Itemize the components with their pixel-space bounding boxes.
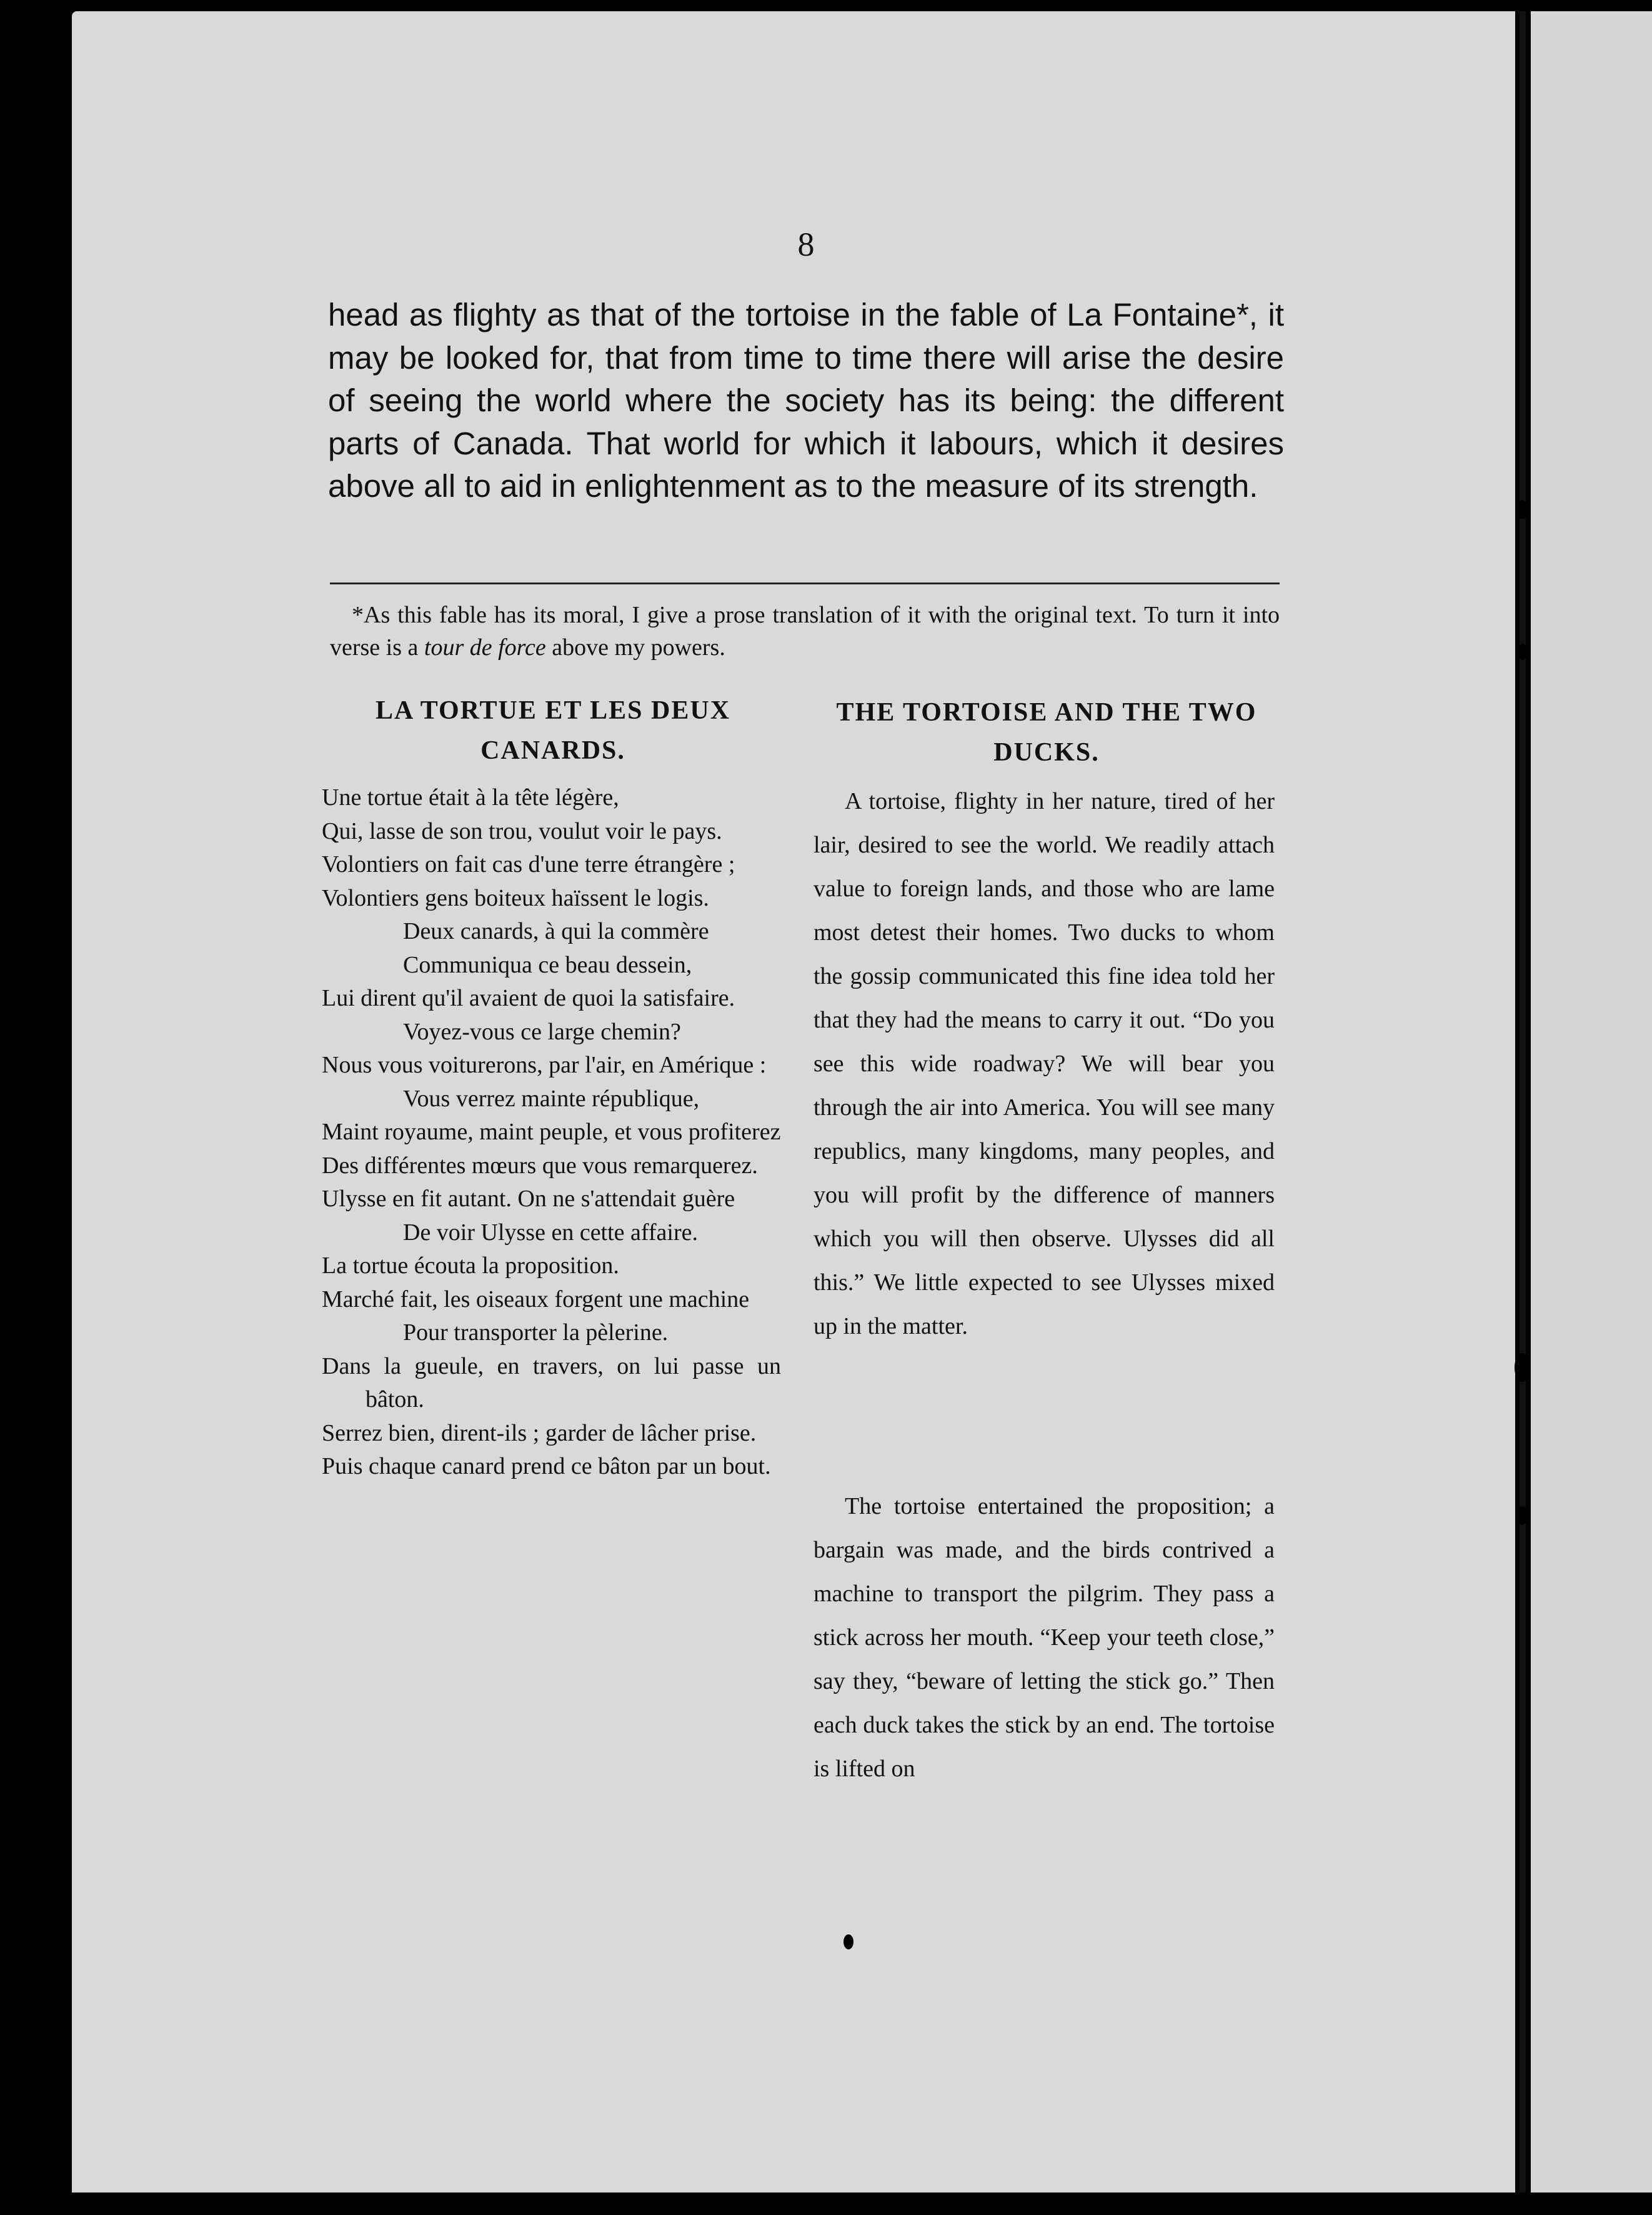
poem-line: Deux canards, à qui la commère: [403, 918, 709, 944]
poem-line: Maint royaume, maint peuple, et vous profiterez: [322, 1119, 781, 1145]
footnote-text-2: above my powers.: [545, 634, 725, 661]
poem-line: Lui dirent qu'il avaient de quoi la satisfaire.: [322, 985, 735, 1011]
poem-line: Dans la gueule, en travers, on lui passe un bâton.: [322, 1352, 781, 1412]
scan-speck: [19, 1281, 35, 1302]
page-gutter: [1520, 11, 1526, 2192]
poem-line: Marché fait, les oiseaux forgent une machine: [322, 1286, 750, 1312]
french-poem: [322, 781, 781, 1484]
footnote: [330, 599, 1280, 664]
adjacent-page-edge: [1531, 11, 1652, 2192]
poem-line: La tortue écouta la proposition.: [322, 1252, 619, 1279]
scan-speck: [843, 1934, 853, 1949]
poem-line: Qui, lasse de son trou, voulut voir le pays.: [322, 818, 722, 844]
poem-line: Nous vous voiturerons, par l'air, en Amérique :: [322, 1052, 767, 1078]
scan-speck: [1517, 644, 1528, 660]
poem-line: Une tortue était à la tête légère,: [322, 784, 619, 811]
poem-line: Serrez bien, dirent-ils ; garder de lâcher prise.: [322, 1419, 757, 1446]
poem-line: Voyez-vous ce large chemin?: [403, 1018, 681, 1045]
footnote-italic: tour de force: [424, 634, 546, 661]
poem-line: Des différentes mœurs que vous remarquerez.: [322, 1152, 758, 1179]
intro-paragraph: head as flighty as that of the tortoise in the fable of La Fontaine*, it may be looked for, that from time to time there will arise the desire of seeing the world where the society has its being: the different parts of Canada. That world for which it labours, which it desires above all to aid in enlightenment as to the measure of its strength.: [328, 297, 1284, 504]
english-paragraph-2: The tortoise entertained the proposition; a bargain was made, and the birds contrived a machine to transport the pilgrim. They pass a stick across her mouth. “Keep your teeth close,” say they, “beware of letting the stick go.” Then each duck takes the stick by an end. The tortoise is lifted on: [814, 1493, 1275, 1782]
scan-speck: [1516, 1506, 1528, 1525]
poem-line: Ulysse en fit autant. On ne s'attendait guère: [322, 1186, 735, 1212]
page-number: 8: [797, 226, 815, 263]
poem-line: Volontiers on fait cas d'une terre étrangère ;: [322, 851, 735, 878]
english-fable-title: THE TORTOISE AND THE TWO DUCKS.: [836, 698, 1257, 767]
poem-line: Communiqua ce beau dessein,: [403, 951, 692, 978]
poem-line: Vous verrez mainte république,: [403, 1085, 700, 1112]
french-fable-title: LA TORTUE ET LES DEUX CANARDS.: [375, 696, 731, 765]
scan-speck: [1515, 500, 1529, 519]
scan-speck: [1515, 1353, 1530, 1382]
footnote-rule: [330, 582, 1280, 584]
poem-line: Pour transporter la pèlerine.: [403, 1319, 669, 1346]
english-paragraph-1: A tortoise, flighty in her nature, tired of her lair, desired to see the world. We readily attach value to foreign lands, and those who are lame most detest their homes. Two ducks to whom the gossip communicated this fine idea told her that they had the means to carry it out. “Do you see this wide roadway? We will bear you through the air into America. You will see many republics, many kingdoms, many peoples, and you will profit by the difference of manners which you will then observe. Ulysses did all this.” We little expected to see Ulysses mixed up in the matter.: [814, 788, 1275, 1339]
poem-line: De voir Ulysse en cette affaire.: [403, 1219, 698, 1246]
poem-line: Puis chaque canard prend ce bâton par un bout.: [322, 1453, 771, 1479]
poem-line: Volontiers gens boiteux haïssent le logis.: [322, 884, 709, 911]
footnote-text-1: *As this fable has its moral, I give a prose translation of it with the original text. To turn it into verse is a: [330, 602, 1280, 661]
